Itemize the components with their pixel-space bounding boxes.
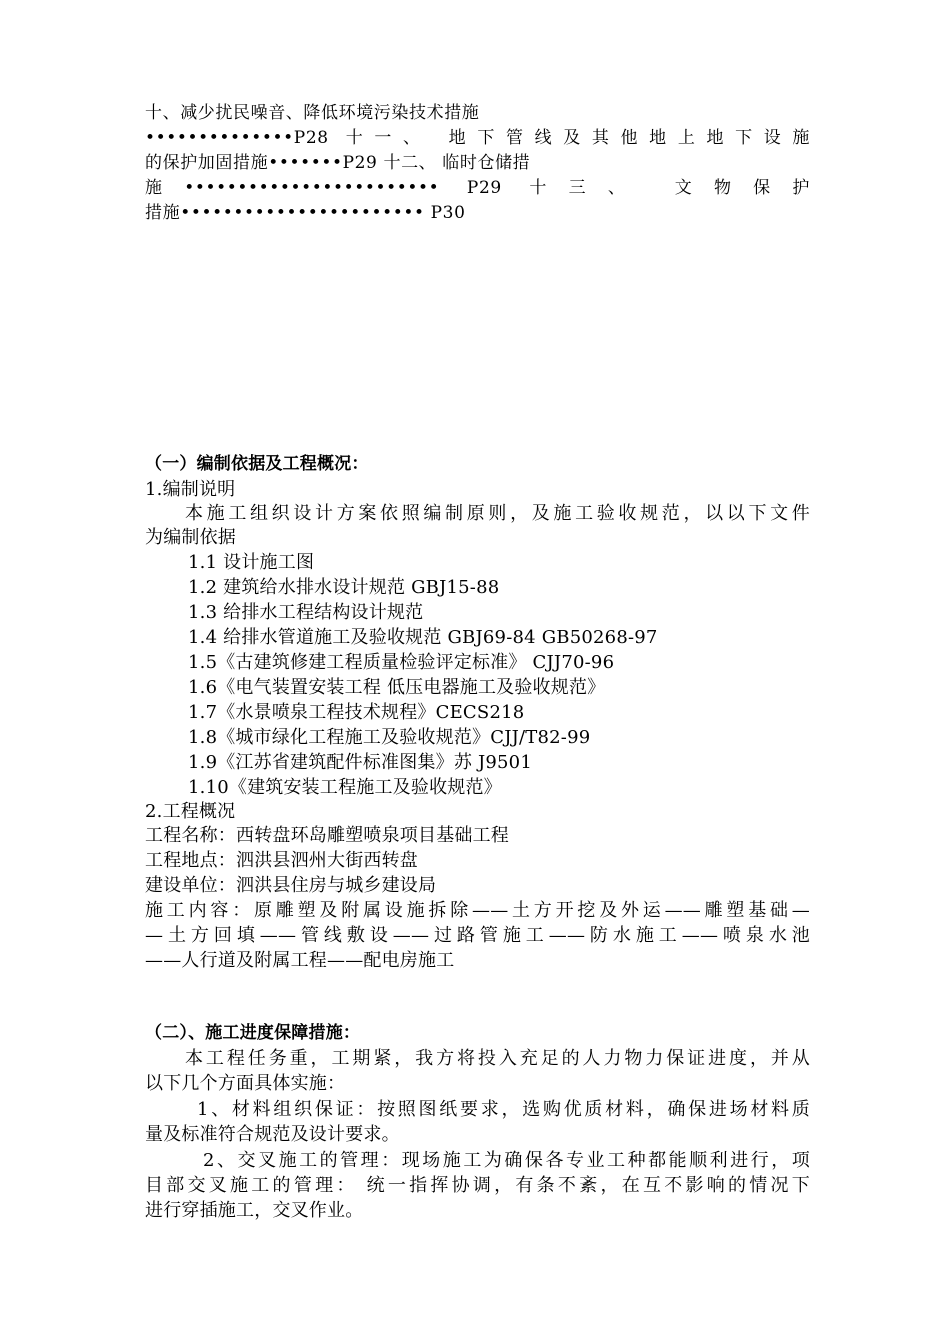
reference-item: 1.5《古建筑修建工程质量检验评定标准》 CJJ70-96 [188, 652, 615, 673]
subheading-overview: 2.工程概况 [145, 801, 236, 822]
construction-content-line: 施工内容：原雕塑及附属设施拆除——土方开挖及外运——雕塑基础— [145, 900, 810, 921]
reference-item: 1.9《江苏省建筑配件标准图集》苏 J9501 [188, 752, 532, 773]
reference-item: 1.2 建筑给水排水设计规范 GBJ15-88 [188, 577, 500, 598]
project-builder: 建设单位：泗洪县住房与城乡建设局 [145, 875, 437, 896]
reference-item: 1.4 给排水管道施工及验收规范 GBJ69-84 GB50268-97 [188, 627, 658, 648]
measure-item-1: 1、材料组织保证：按照图纸要求，选购优质材料，确保进场材料质 [197, 1099, 810, 1120]
toc-line: 十、减少扰民噪音、降低环境污染技术措施 [145, 103, 480, 123]
reference-item: 1.6《电气装置安装工程 低压电器施工及验收规范》 [188, 677, 606, 698]
section-heading-1: （一）编制依据及工程概况： [145, 454, 369, 474]
project-location: 工程地点：泗洪县泗州大街西转盘 [145, 850, 418, 871]
project-name: 工程名称：西转盘环岛雕塑喷泉项目基础工程 [145, 825, 509, 846]
reference-item: 1.1 设计施工图 [188, 552, 315, 573]
construction-content-line: —土方回填——管线敷设——过路管施工——防水施工——喷泉水池 [145, 925, 810, 946]
measure-item-2-cont: 进行穿插施工，交叉作业。 [145, 1200, 364, 1221]
paragraph-line: 本工程任务重，工期紧，我方将投入充足的人力物力保证进度，并从 [185, 1048, 810, 1069]
toc-line: ••••••••••••••P28 十一、 地下管线及其他地上地下设施 [145, 128, 810, 148]
measure-item-2-cont: 目部交叉施工的管理： 统一指挥协调，有条不紊，在互不影响的情况下 [145, 1175, 810, 1196]
paragraph-line: 以下几个方面具体实施： [145, 1073, 346, 1094]
reference-item: 1.8《城市绿化工程施工及验收规范》CJJ/T82-99 [188, 727, 591, 748]
reference-item: 1.3 给排水工程结构设计规范 [188, 602, 424, 623]
measure-item-2: 2、交叉施工的管理：现场施工为确保各专业工种都能顺利进行，项 [203, 1150, 810, 1171]
toc-line: 措施••••••••••••••••••••••• P30 [145, 203, 466, 223]
section-heading-2: （二）、施工进度保障措施： [145, 1023, 361, 1043]
reference-item: 1.7《水景喷泉工程技术规程》CECS218 [188, 702, 525, 723]
measure-item-1-cont: 量及标准符合规范及设计要求。 [145, 1124, 400, 1145]
construction-content-line: ——人行道及附属工程——配电房施工 [145, 950, 455, 971]
toc-line: 施•••••••••••••••••••••••• P29 十三、 文物保护 [145, 178, 810, 198]
paragraph-line: 本施工组织设计方案依照编制原则，及施工验收规范，以以下文件 [185, 503, 810, 524]
subheading-compilation: 1.编制说明 [145, 479, 236, 500]
paragraph-line: 为编制依据 [145, 527, 236, 548]
toc-line: 的保护加固措施•••••••P29 十二、 临时仓储措 [145, 153, 531, 173]
reference-item: 1.10《建筑安装工程施工及验收规范》 [188, 777, 502, 798]
